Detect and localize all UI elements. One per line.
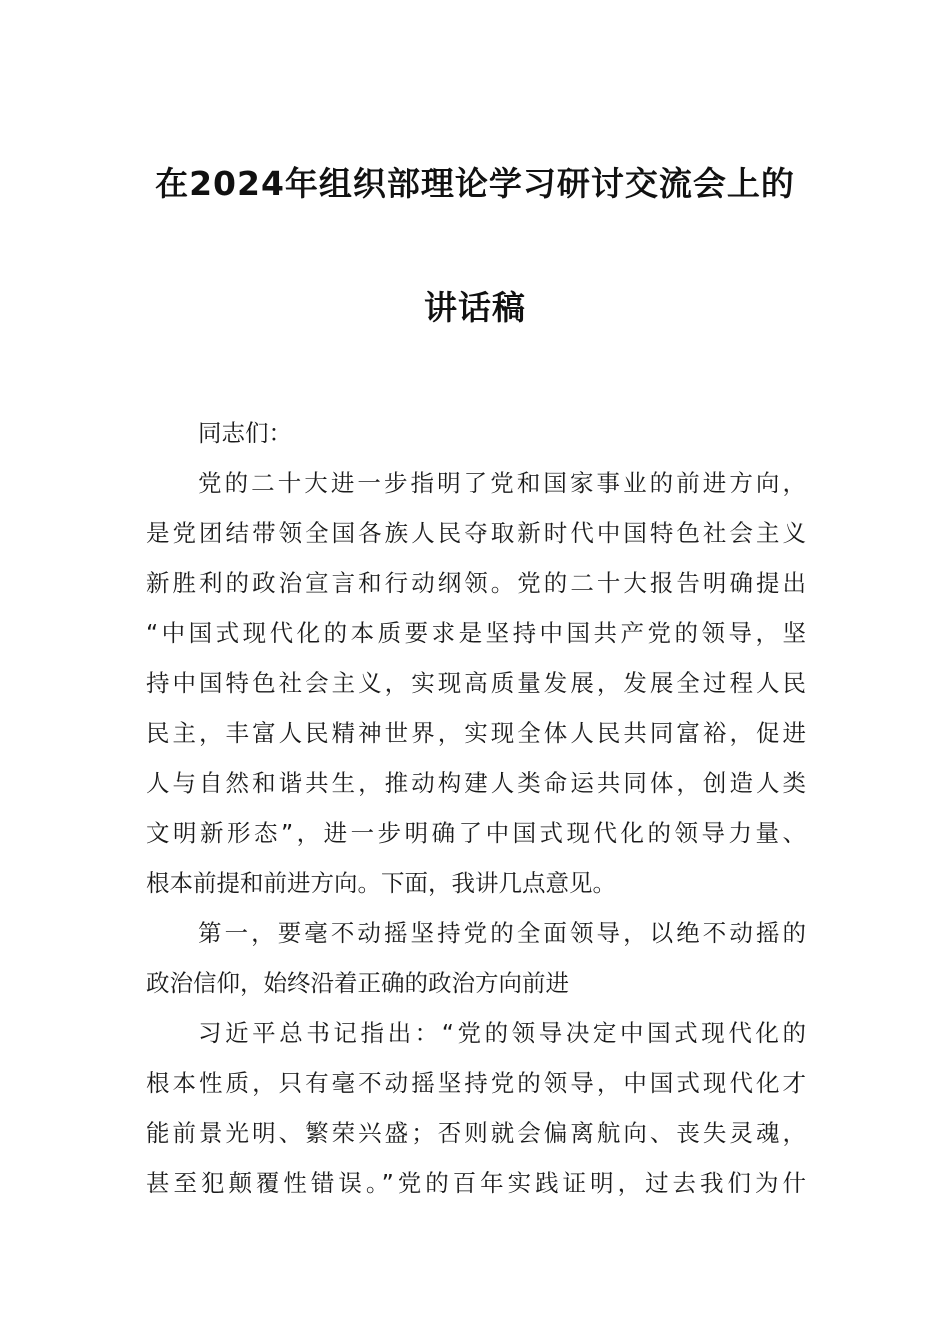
body-line: 习近平总书记指出：“党的领导决定中国式现代化的 [198, 1019, 806, 1047]
body-line: 持中国特色社会主义，实现高质量发展，发展全过程人民 [146, 669, 806, 697]
body-line: 根本前提和前进方向。下面，我讲几点意见。 [146, 869, 616, 897]
document-title-line-1: 在2024年组织部理论学习研讨交流会上的 [155, 164, 795, 203]
section-heading-line: 第一，要毫不动摇坚持党的全面领导，以绝不动摇的 [198, 919, 806, 947]
body-line: 文明新形态”，进一步明确了中国式现代化的领导力量、 [146, 819, 806, 847]
body-line: 人与自然和谐共生，推动构建人类命运共同体，创造人类 [146, 769, 806, 797]
body-line: 根本性质，只有毫不动摇坚持党的领导，中国式现代化才 [146, 1069, 806, 1097]
salutation: 同志们： [198, 419, 292, 447]
body-line: 能前景光明、繁荣兴盛；否则就会偏离航向、丧失灵魂， [146, 1119, 806, 1147]
document-title-line-2: 讲话稿 [424, 288, 526, 327]
body-line: “中国式现代化的本质要求是坚持中国共产党的领导，坚 [146, 619, 806, 647]
section-heading-line: 政治信仰，始终沿着正确的政治方向前进 [146, 969, 569, 997]
document-body [146, 414, 806, 1214]
body-line: 新胜利的政治宣言和行动纲领。党的二十大报告明确提出 [146, 569, 806, 597]
body-line: 党的二十大进一步指明了党和国家事业的前进方向， [198, 469, 806, 497]
body-line: 是党团结带领全国各族人民夺取新时代中国特色社会主义 [146, 519, 806, 547]
body-line: 甚至犯颠覆性错误。”党的百年实践证明，过去我们为什 [146, 1169, 806, 1197]
body-line: 民主，丰富人民精神世界，实现全体人民共同富裕，促进 [146, 719, 806, 747]
